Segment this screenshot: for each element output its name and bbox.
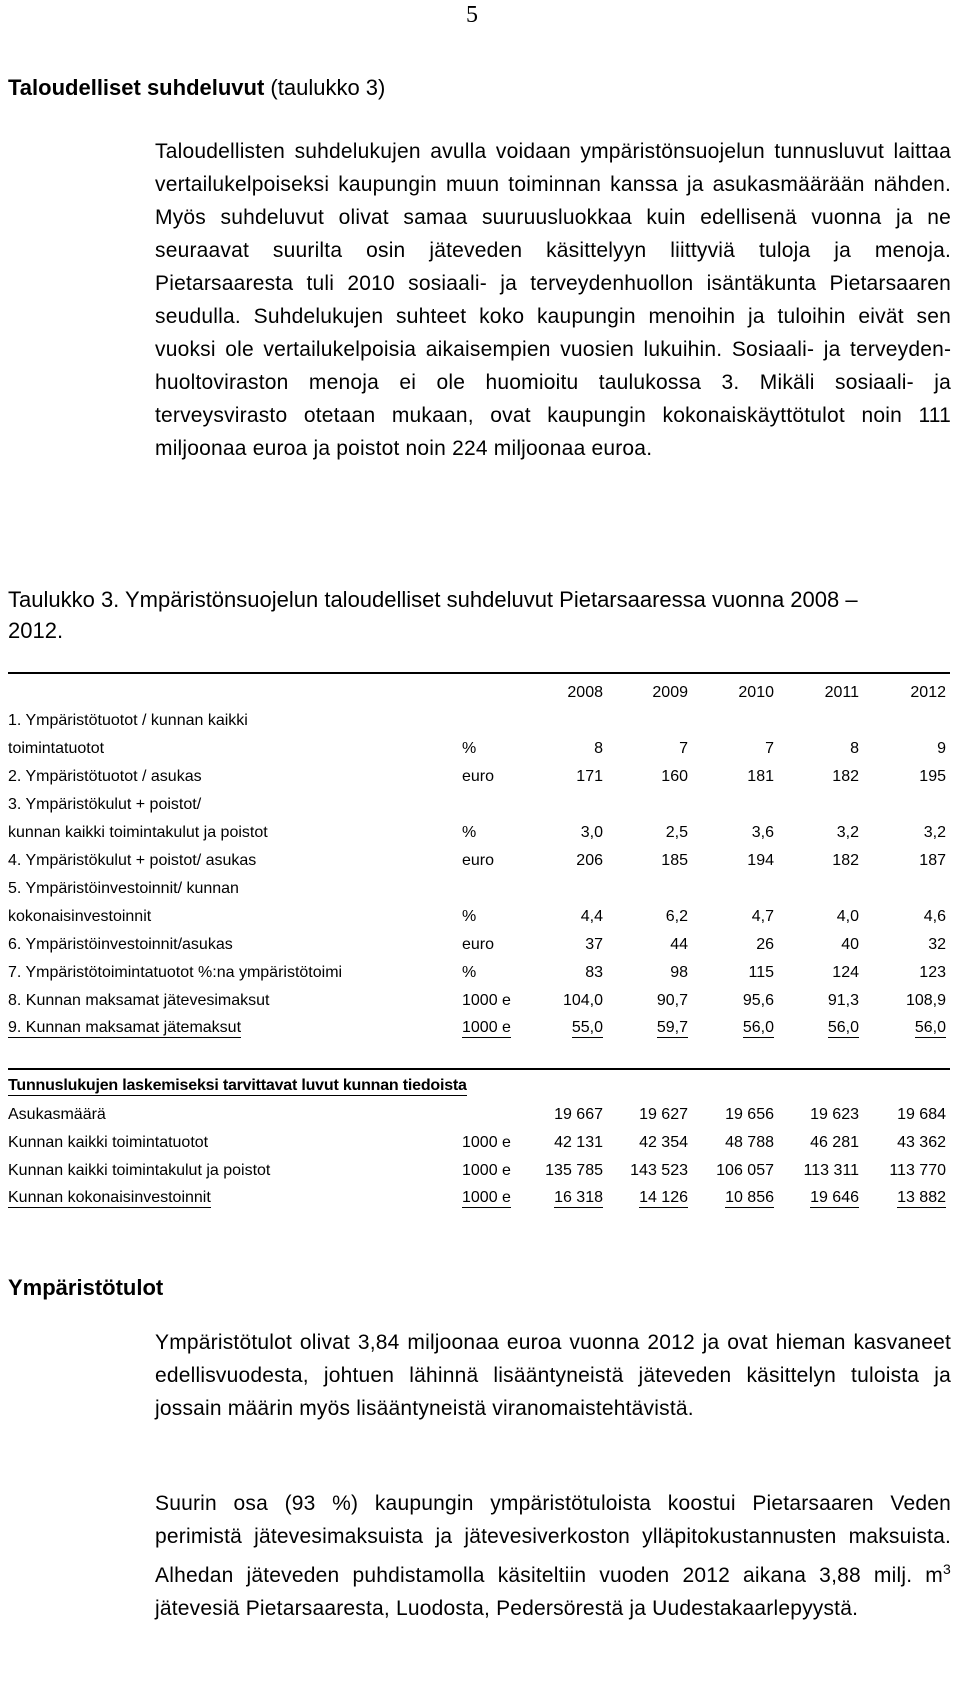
row-value: 2,5 [665,824,688,841]
row-unit: 1000 e [462,992,511,1009]
environmental-income-paragraph-2 [155,1487,951,1625]
row-value: 4,4 [580,908,603,925]
row-value: 4,6 [923,908,946,925]
row-value: 143 523 [630,1162,688,1179]
row-value: 160 [661,768,688,785]
heading-bold-text: Taloudelliset suhdeluvut [8,75,265,100]
row-value: 4,7 [751,908,774,925]
row-value: 19 684 [897,1106,946,1123]
row-value: 13 882 [897,1189,946,1206]
row-value: 3,0 [580,824,603,841]
row-value: 3,2 [836,824,859,841]
row-value: 6,2 [665,908,688,925]
row-label: 9. Kunnan maksamat jätemaksut [8,1019,242,1036]
row-value: 56,0 [742,1019,774,1036]
table-row [8,846,950,874]
row-label: kunnan kaikki toimintakulut ja poistot [8,824,268,841]
row-value: 37 [585,936,603,953]
section-heading-environmental-income: Ympäristötulot [8,1275,164,1300]
row-value: 206 [576,852,603,869]
row-value: 46 281 [810,1134,859,1151]
row-unit: % [462,740,477,757]
heading-normal-text: (taulukko 3) [270,75,386,100]
row-value: 10 856 [725,1189,774,1206]
row-value: 48 788 [725,1134,774,1151]
row-value: 104,0 [562,992,603,1009]
table-top-rule [8,672,950,674]
cubic-superscript: 3 [943,1561,951,1577]
row-value: 4,0 [836,908,859,925]
row-value: 19 623 [810,1106,859,1123]
row-unit: % [462,824,477,841]
row-label: 3. Ympäristökulut + poistot/ [8,796,202,813]
table-row [8,958,950,986]
table-row [8,902,950,930]
row-value: 3,6 [751,824,774,841]
row-value: 195 [919,768,946,785]
row-value: 43 362 [897,1134,946,1151]
row-unit: euro [462,852,495,869]
row-label: 6. Ympäristöinvestoinnit/asukas [8,936,233,953]
row-value: 7 [679,740,688,757]
row-value: 16 318 [554,1189,603,1206]
row-value: 32 [928,936,946,953]
environmental-income-paragraph-1: Ympäristötulot olivat 3,84 miljoonaa euroa vuonna 2012 ja ovat hieman kasvaneet edellisvuodesta, johtuen lähinnä lisääntyneistä jäteveden käsittelyn tuloista ja jossain määrin myös lisääntyneistä viranomaistehtävistä. [155,1331,951,1420]
row-value: 113 770 [889,1162,946,1179]
table-row [8,734,950,762]
financial-ratios-table [8,678,950,1042]
row-unit: euro [462,768,495,785]
row-label: 4. Ympäristökulut + poistot/ asukas [8,852,257,869]
row-value: 7 [765,740,774,757]
municipal-figures-table [8,1072,950,1212]
row-value: 19 656 [725,1106,774,1123]
row-value: 55,0 [571,1019,603,1036]
page-number: 5 [466,2,478,28]
year-header: 2010 [738,684,774,701]
row-label: Kunnan kaikki toimintakulut ja poistot [8,1162,271,1179]
row-label: 8. Kunnan maksamat jätevesimaksut [8,992,270,1009]
row-value: 8 [594,740,603,757]
table2-title-row [8,1072,950,1100]
financial-ratios-paragraph: Taloudellisten suhdelukujen avulla voidaan ympäristönsuojelun tunnusluvut laittaa vertailukelpoiseksi kaupungin muun toiminnan kanssa ja asukasmäärään nähden. Myös suhdeluvut olivat samaa suuruusluokkaa kuin edellisenä vuonna ja ne seuraavat suurilta osin jäteveden käsittelyyn liittyviä tuloja ja menoja. Pietarsaaresta tuli 2010 sosiaali- ja terveydenhuollon isäntäkunta Pietarsaaren seudulla. Suhdelukujen suhteet koko kaupungin menoihin ja tuloihin eivät sen vuoksi ole vertailukelpoisia aikaisempien vuosien lukuihin. Sosiaali- ja terveydenhuoltoviraston menoja ei ole huomioitu taulukossa 3. Mikäli sosiaali- ja terveysvirasto otetaan mukaan, ovat kaupungin kokonaiskäyttötulot noin 111 miljoonaa euroa ja poistot noin 224 miljoonaa euroa. [155,140,951,460]
row-value: 19 667 [554,1106,603,1123]
row-label: 1. Ympäristötuotot / kunnan kaikki [8,712,248,729]
row-value: 171 [576,768,603,785]
year-header: 2011 [824,684,859,701]
table-row [8,706,950,734]
row-value: 185 [661,852,688,869]
row-label: kokonaisinvestoinnit [8,908,152,925]
year-header: 2009 [652,684,688,701]
row-value: 90,7 [656,992,688,1009]
row-value: 98 [670,964,688,981]
row-value: 44 [670,936,688,953]
table-row [8,1100,950,1128]
row-value: 14 126 [639,1189,688,1206]
row-value: 3,2 [923,824,946,841]
row-label: 2. Ympäristötuotot / asukas [8,768,202,785]
table2-top-rule [8,1068,950,1070]
row-unit: % [462,908,477,925]
row-value: 42 354 [639,1134,688,1151]
row-label: 7. Ympäristötoimintatuotot %:na ympäristötoimi [8,964,343,981]
row-value: 19 627 [639,1106,688,1123]
row-value: 91,3 [827,992,859,1009]
row-unit: 1000 e [462,1019,511,1036]
row-label: Kunnan kaikki toimintatuotot [8,1134,209,1151]
row-value: 106 057 [716,1162,774,1179]
row-value: 194 [747,852,774,869]
table-caption: Taulukko 3. Ympäristönsuojelun taloudelliset suhdeluvut Pietarsaaressa vuonna 2008 – 2012. [8,587,858,643]
table-row [8,986,950,1014]
row-label: toimintatuotot [8,740,105,757]
year-header: 2008 [567,684,603,701]
row-value: 182 [832,768,859,785]
paragraph2-text-end: jätevesiä Pietarsaaresta, Luodosta, Pedersörestä ja Uudestakaarlepyystä. [155,1597,859,1620]
row-value: 181 [747,768,774,785]
row-value: 113 311 [803,1162,859,1179]
row-value: 26 [756,936,774,953]
row-unit: 1000 e [462,1162,511,1179]
table-header-row [8,678,950,706]
section-heading-financial-ratios [8,75,385,101]
row-label: Kunnan kokonaisinvestoinnit [8,1189,211,1206]
row-value: 8 [850,740,859,757]
row-unit: 1000 e [462,1189,511,1206]
row-value: 115 [748,964,774,981]
row-value: 182 [832,852,859,869]
row-unit: 1000 e [462,1134,511,1151]
year-header: 2012 [910,684,946,701]
row-value: 108,9 [905,992,946,1009]
table-row [8,818,950,846]
row-label: Asukasmäärä [8,1106,106,1123]
table-row [8,874,950,902]
table-row [8,930,950,958]
row-value: 95,6 [742,992,774,1009]
table-row [8,762,950,790]
table-row [8,1128,950,1156]
row-value: 56,0 [914,1019,946,1036]
table-row [8,1156,950,1184]
row-value: 40 [841,936,859,953]
row-value: 19 646 [810,1189,859,1206]
row-value: 9 [937,740,946,757]
row-value: 187 [919,852,946,869]
row-value: 56,0 [827,1019,859,1036]
row-unit: euro [462,936,495,953]
row-value: 135 785 [545,1162,603,1179]
paragraph2-text: Suurin osa (93 %) kaupungin ympäristötuloista koostui Pietarsaaren Veden perimistä jätevesimaksuista ja jätevesiverkoston ylläpitokustannusten maksuista. Alhedan jäteveden puhdistamolla käsiteltiin vuoden 2012 aikana 3,88 milj. m [155,1492,951,1587]
row-value: 83 [585,964,603,981]
table2-title: Tunnuslukujen laskemiseksi tarvittavat luvut kunnan tiedoista [8,1077,467,1094]
row-unit: % [462,964,477,981]
row-label: 5. Ympäristöinvestoinnit/ kunnan [8,880,239,897]
row-value: 123 [919,964,946,981]
table-row [8,1014,950,1042]
row-value: 124 [832,964,859,981]
row-value: 42 131 [554,1134,603,1151]
table-row [8,790,950,818]
table-row [8,1184,950,1212]
row-value: 59,7 [656,1019,688,1036]
